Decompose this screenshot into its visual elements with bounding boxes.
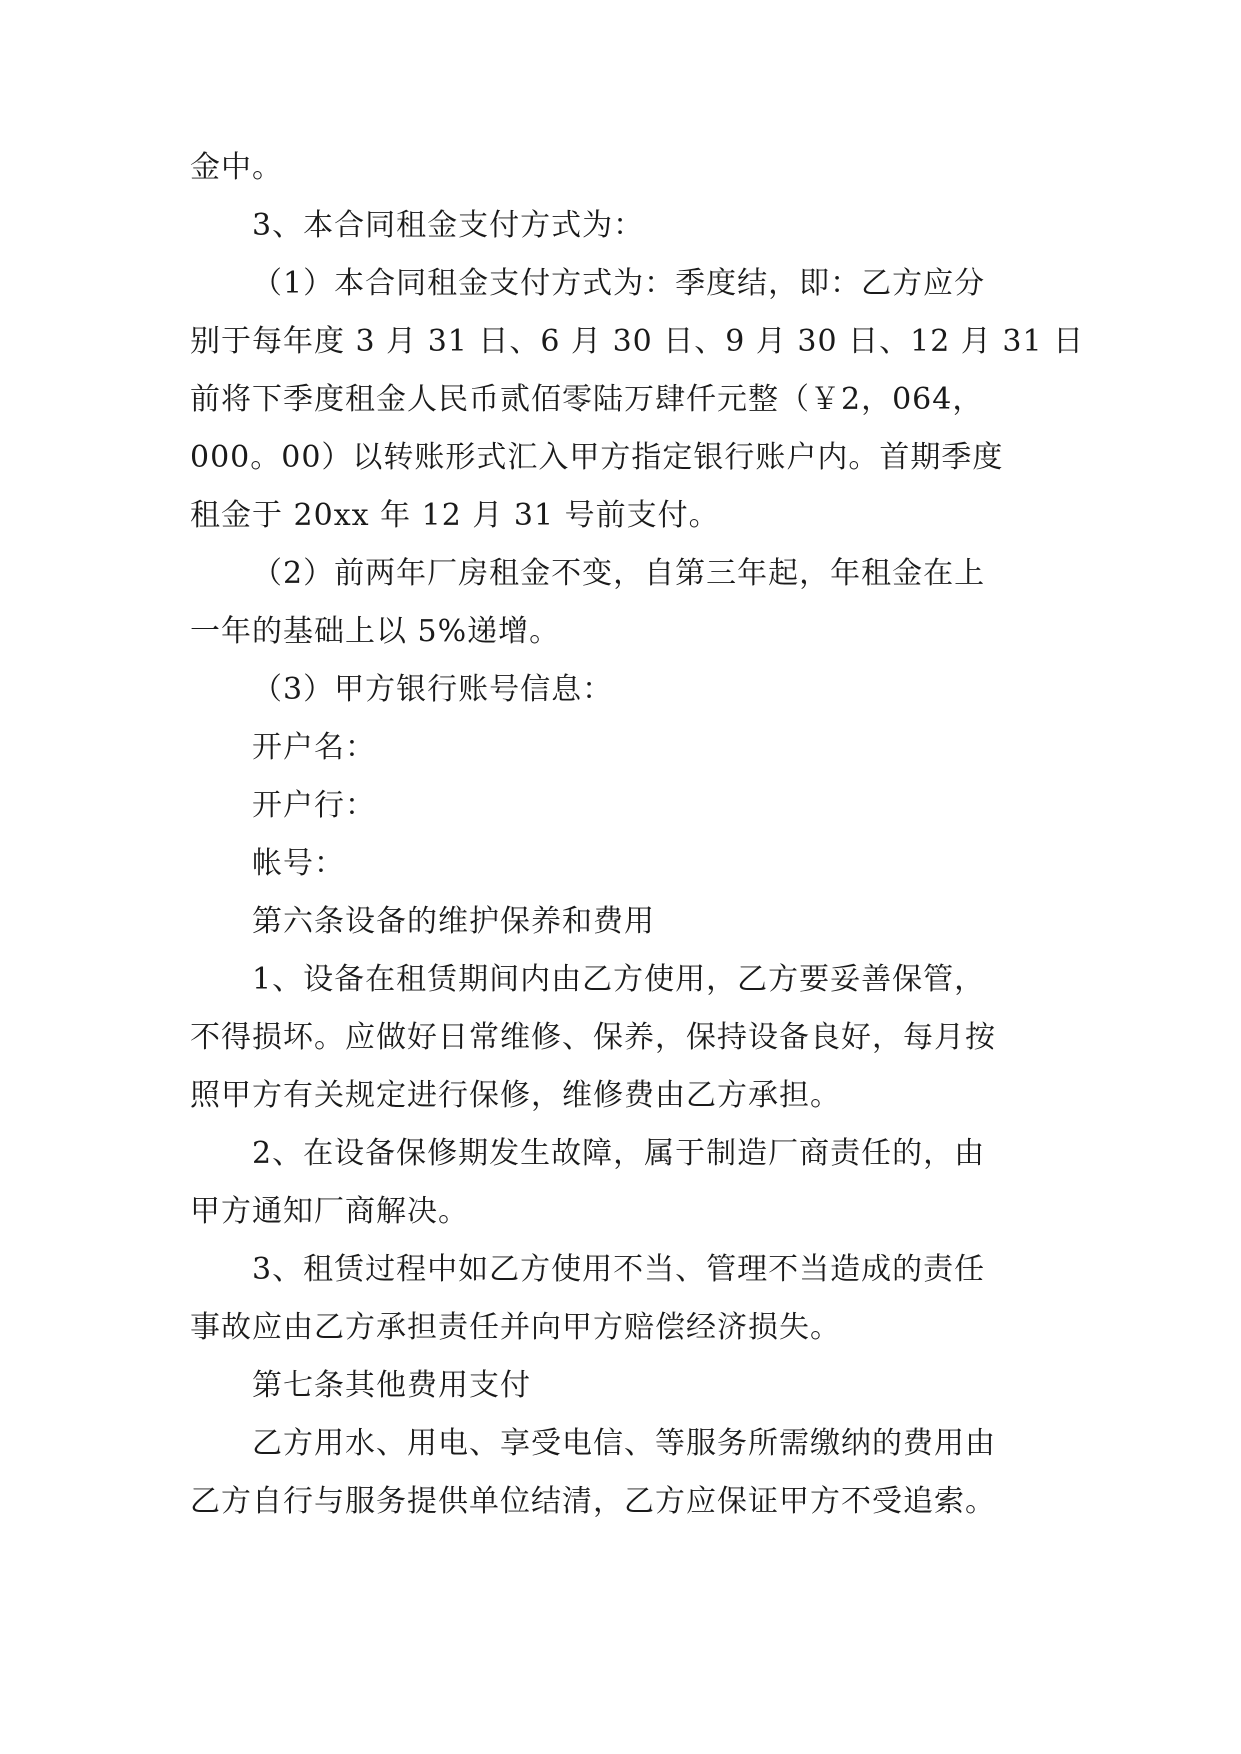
text-line-16: 不得损坏。应做好日常维修、保养，保持设备良好，每月按 (190, 1020, 996, 1055)
text-line-7: 租金于 20xx 年 12 月 31 号前支付。 (190, 498, 720, 533)
text-line-10: （3）甲方银行账号信息： (252, 672, 614, 707)
text-line-23: 乙方用水、用电、享受电信、等服务所需缴纳的费用由 (252, 1426, 996, 1461)
text-line-21: 事故应由乙方承担责任并向甲方赔偿经济损失。 (190, 1310, 841, 1345)
text-line-1: 金中。 (190, 150, 283, 185)
text-line-2: 3、本合同租金支付方式为： (252, 208, 645, 243)
section-heading-6: 第六条设备的维护保养和费用 (252, 904, 655, 939)
text-line-6: 000。00）以转账形式汇入甲方指定银行账户内。首期季度 (190, 440, 1004, 475)
text-line-24: 乙方自行与服务提供单位结清，乙方应保证甲方不受追索。 (190, 1484, 996, 1519)
text-line-19: 甲方通知厂商解决。 (190, 1194, 469, 1229)
text-line-8: （2）前两年厂房租金不变，自第三年起，年租金在上 (252, 556, 986, 591)
section-heading-7: 第七条其他费用支付 (252, 1368, 531, 1403)
text-line-9: 一年的基础上以 5%递增。 (190, 614, 561, 649)
text-line-5: 前将下季度租金人民币贰佰零陆万肆仟元整（￥2，064， (190, 382, 984, 417)
text-line-12: 开户行： (252, 788, 376, 823)
text-line-3: （1）本合同租金支付方式为：季度结，即：乙方应分 (252, 266, 986, 301)
text-line-15: 1、设备在租赁期间内由乙方使用，乙方要妥善保管， (252, 962, 986, 997)
text-line-20: 3、租赁过程中如乙方使用不当、管理不当造成的责任 (252, 1252, 986, 1287)
text-line-13: 帐号： (252, 846, 345, 881)
text-line-11: 开户名： (252, 730, 376, 765)
text-line-4: 别于每年度 3 月 31 日、6 月 30 日、9 月 30 日、12 月 31 日 (190, 324, 1085, 359)
text-line-18: 2、在设备保修期发生故障，属于制造厂商责任的，由 (252, 1136, 986, 1171)
text-line-17: 照甲方有关规定进行保修，维修费由乙方承担。 (190, 1078, 841, 1113)
